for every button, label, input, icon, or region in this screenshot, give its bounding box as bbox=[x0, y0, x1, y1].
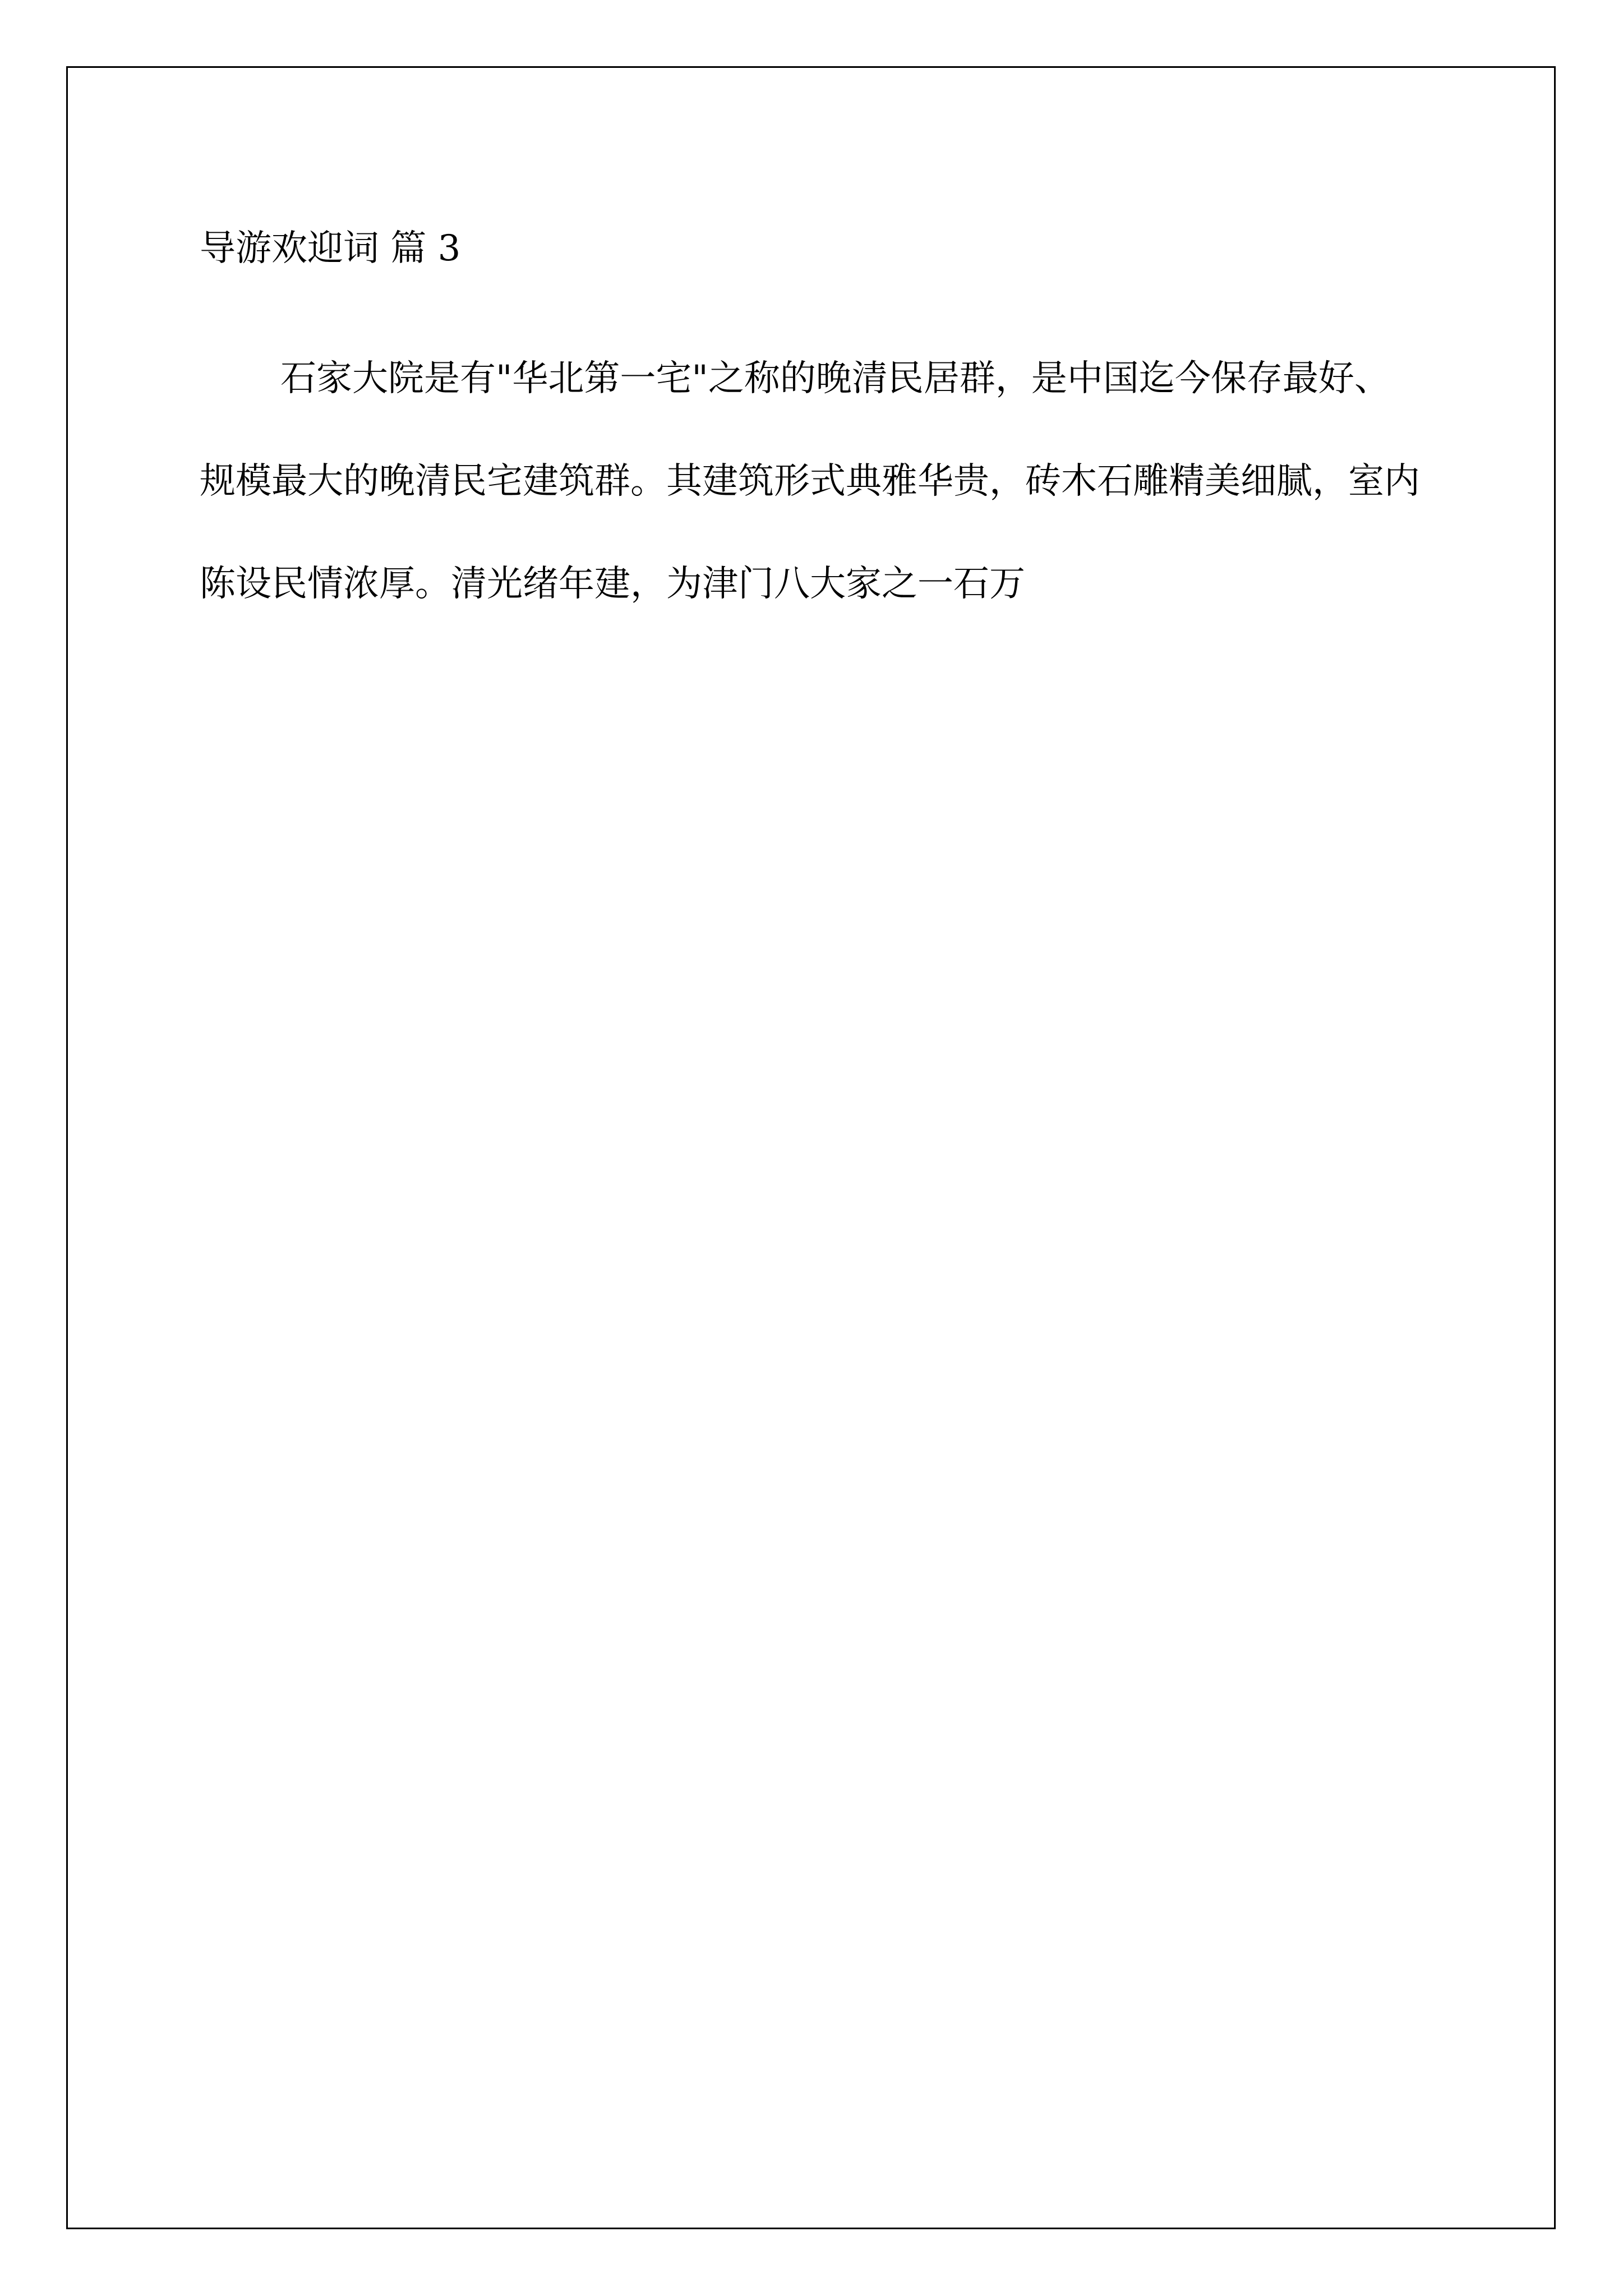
document-heading: 导游欢迎词 篇 3 bbox=[200, 228, 461, 269]
paragraph-1: 石家大院是有"华北第一宅"之称的晚清民居群，是中国迄今保存最好、规模最大的晚清民宅建筑群。其建筑形式典雅华贵，砖木石雕精美细腻，室内陈设民情浓厚。清光绪年建，为津门八大家之一石万 bbox=[200, 358, 1420, 605]
